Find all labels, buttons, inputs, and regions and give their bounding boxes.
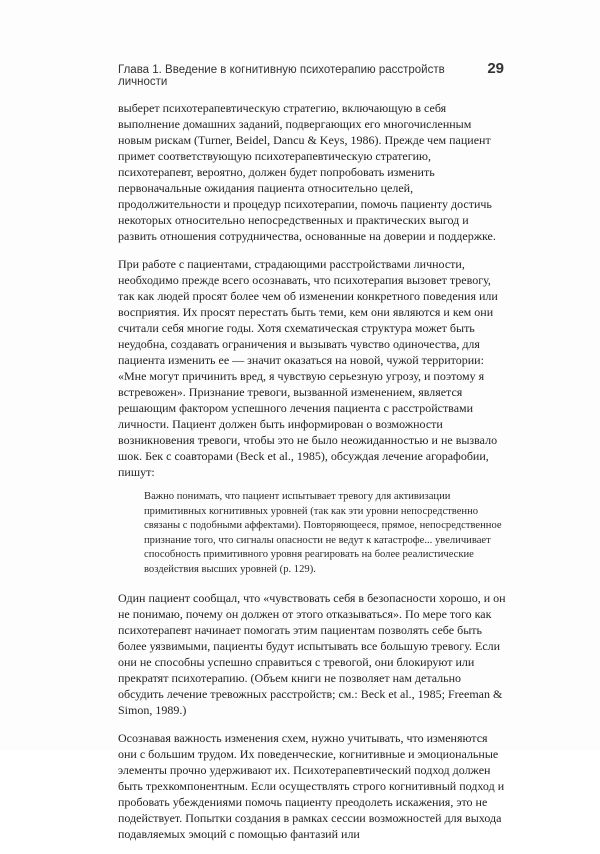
body-text	[118, 100, 506, 854]
paragraph-3: Один пациент сообщал, что «чувствовать себя в безопасности хорошо, и он не понимаю, почему он должен от этого отказываться». По мере того как психотерапевт начинает помогать этим пациентам позволять себе быть более уязвимыми, пациенты будут испытывать все большую тревогу. Если они не способны успешно справиться с тревогой, они блокируют или прекратят психотерапию. (Объем книги не позволяет нам детально обсудить лечение тревожных расстройств; см.: Beck et al., 1985; Freeman & Simon, 1989.)	[118, 590, 506, 717]
paragraph-4: Осознавая важность изменения схем, нужно учитывать, что изменяются они с большим трудом. Их поведенческие, когнитивные и эмоциональные элементы прочно удерживают их. Психотерапевтический подход должен быть трехкомпонентным. Если осуществлять строго когнитивный подход и пробовать убеждениями помочь пациенту преодолеть искажения, это не подействует. Попытки создания в рамках сессии возможностей для выхода подавляемых эмоций с помощью фантазий или	[118, 730, 505, 841]
chapter-title: Глава 1. Введение в когнитивную психотерапию расстройств личности	[118, 64, 445, 88]
paragraph-2: При работе с пациентами, страдающими расстройствами личности, необходимо прежде всего осознавать, что психотерапия вызовет тревогу, так как людей просят более чем об изменении конкретного поведения или восприятия. Их просят перестать быть теми, кем они являются и кем они считали себя многие годы. Хотя схематическая структура может быть неудобна, создавать ограничения и вызывать чувство одиночества, для пациента изменить ее — значит оказаться на новой, чужой территории: «Мне могут причинить вред, я чувствую серьезную угрозу, и поэтому я встревожен». Признание тревоги, вызванной изменением, является решающим фактором успешного лечения пациента с расстройствами личности. Пациент должен быть информирован о возможности возникновения тревоги, чтобы это не было неожиданностью и не вызвало шок. Бек с соавторами (Beck et al., 1985), обсуждая лечение агорафобии, пишут:	[118, 257, 498, 479]
page-number: 29	[487, 60, 504, 77]
block-quote: Важно понимать, что пациент испытывает тревогу для активизации примитивных когнитивных уровней (так как эти уровни непосредственно связаны с подобными аффектами). Повторяющееся, прямое, непосредственное признание того, что сигналы опасности не ведут к катастрофе... увеличивает способность примитивного уровня реагировать на более реалистические воздействия высших уровней (р. 129).	[144, 491, 502, 575]
paragraph-1: выберет психотерапевтическую стратегию, включающую в себя выполнение домашних заданий, подвергающих его многочисленным новым рискам (Turner, Beidel, Dancu & Keys, 1986). Прежде чем пациент примет соответствующую психотерапевтическую стратегию, психотерапевт, вероятно, должен будет попробовать изменить первоначальные ожидания пациента относительно целей, продолжительности и процедур психотерапии, помочь пациенту достичь некоторых относительно непосредственных и практических выгод и развить отношения сотрудничества, основанные на доверии и поддержке.	[118, 101, 496, 243]
running-head	[118, 60, 504, 88]
